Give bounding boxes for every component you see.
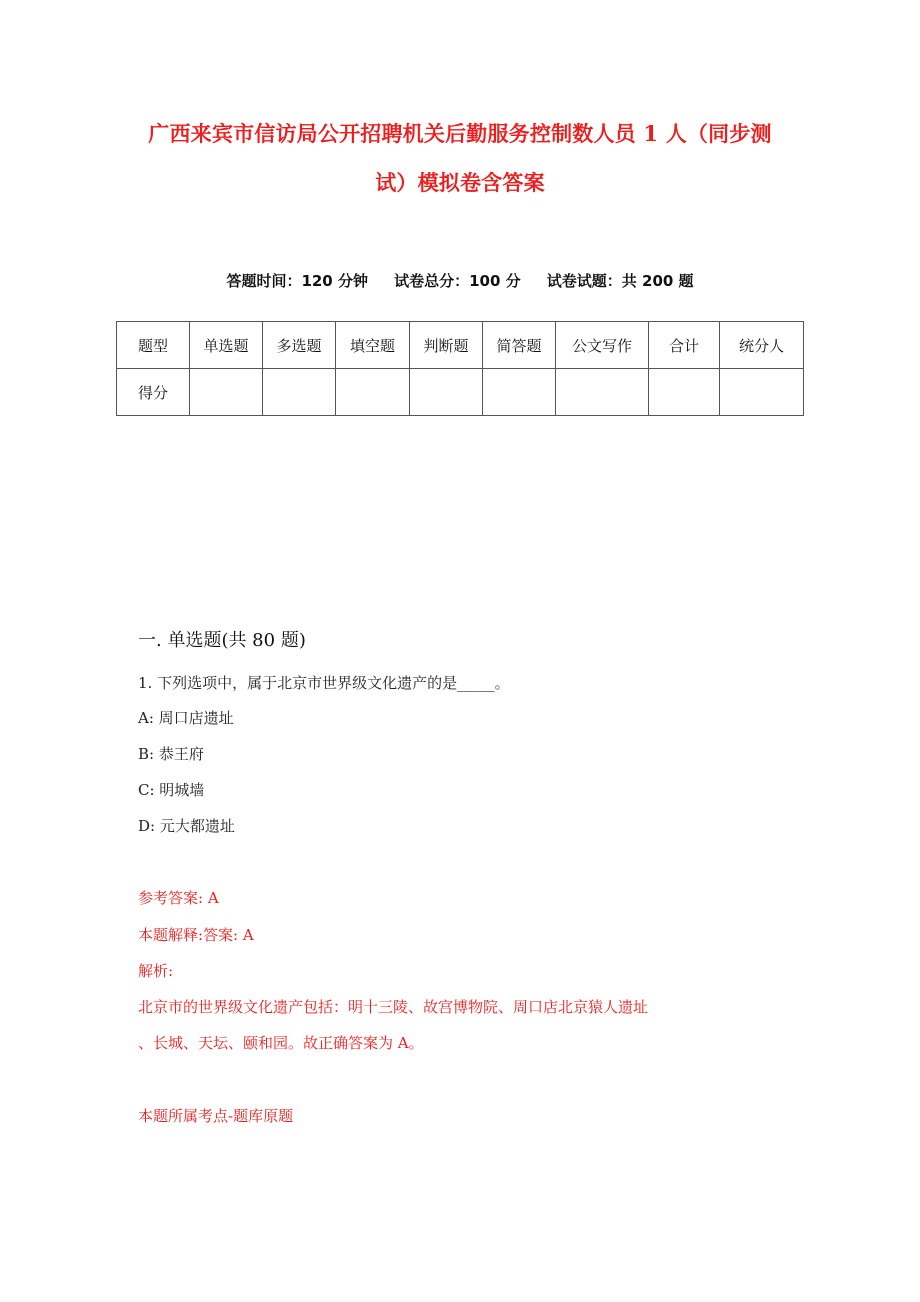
analysis-line-1: 北京市的世界级文化遗产包括：明十三陵、故宫博物院、周口店北京猿人遗址: [138, 998, 649, 1016]
score-cell: [556, 369, 649, 416]
option-c: C: 明城墙: [138, 781, 205, 799]
option-b: B: 恭王府: [138, 745, 204, 763]
section-title: 一. 单选题(共 80 题): [138, 630, 306, 651]
analysis-line-2: 、长城、天坛、颐和园。故正确答案为 A。: [138, 1034, 424, 1052]
score-cell: [336, 369, 410, 416]
option-d: D: 元大都遗址: [138, 817, 235, 835]
option-a: A: 周口店遗址: [138, 709, 234, 727]
analysis-label: 解析:: [138, 962, 174, 980]
header-cell: 简答题: [483, 322, 556, 369]
question-stem: 1. 下列选项中，属于北京市世界级文化遗产的是_____。: [138, 674, 510, 692]
score-cell: [649, 369, 720, 416]
exam-total-score: 试卷总分：100 分: [394, 272, 521, 290]
score-cell: [720, 369, 804, 416]
exam-meta: [0, 270, 920, 291]
score-cell: [410, 369, 483, 416]
title-line-2: 试）模拟卷含答案: [375, 170, 545, 195]
reference-answer: 参考答案: A: [138, 889, 219, 907]
score-cell: [483, 369, 556, 416]
score-cell: [190, 369, 263, 416]
header-cell: 题型: [117, 322, 190, 369]
exam-time: 答题时间：120 分钟: [226, 272, 368, 290]
header-cell: 填空题: [336, 322, 410, 369]
header-cell: 单选题: [190, 322, 263, 369]
explanation-header: 本题解释:答案: A: [138, 926, 254, 944]
score-table: [116, 321, 804, 416]
score-table-score-row: [117, 369, 804, 416]
title-line-1: 广西来宾市信访局公开招聘机关后勤服务控制数人员 1 人（同步测: [148, 121, 772, 146]
topic-label: 本题所属考点-题库原题: [138, 1107, 294, 1125]
header-cell: 公文写作: [556, 322, 649, 369]
row-label-cell: 得分: [117, 369, 190, 416]
header-cell: 判断题: [410, 322, 483, 369]
score-table-header-row: [117, 322, 804, 369]
score-cell: [263, 369, 336, 416]
header-cell: 统分人: [720, 322, 804, 369]
header-cell: 多选题: [263, 322, 336, 369]
header-cell: 合计: [649, 322, 720, 369]
exam-question-count: 试卷试题：共 200 题: [546, 272, 694, 290]
